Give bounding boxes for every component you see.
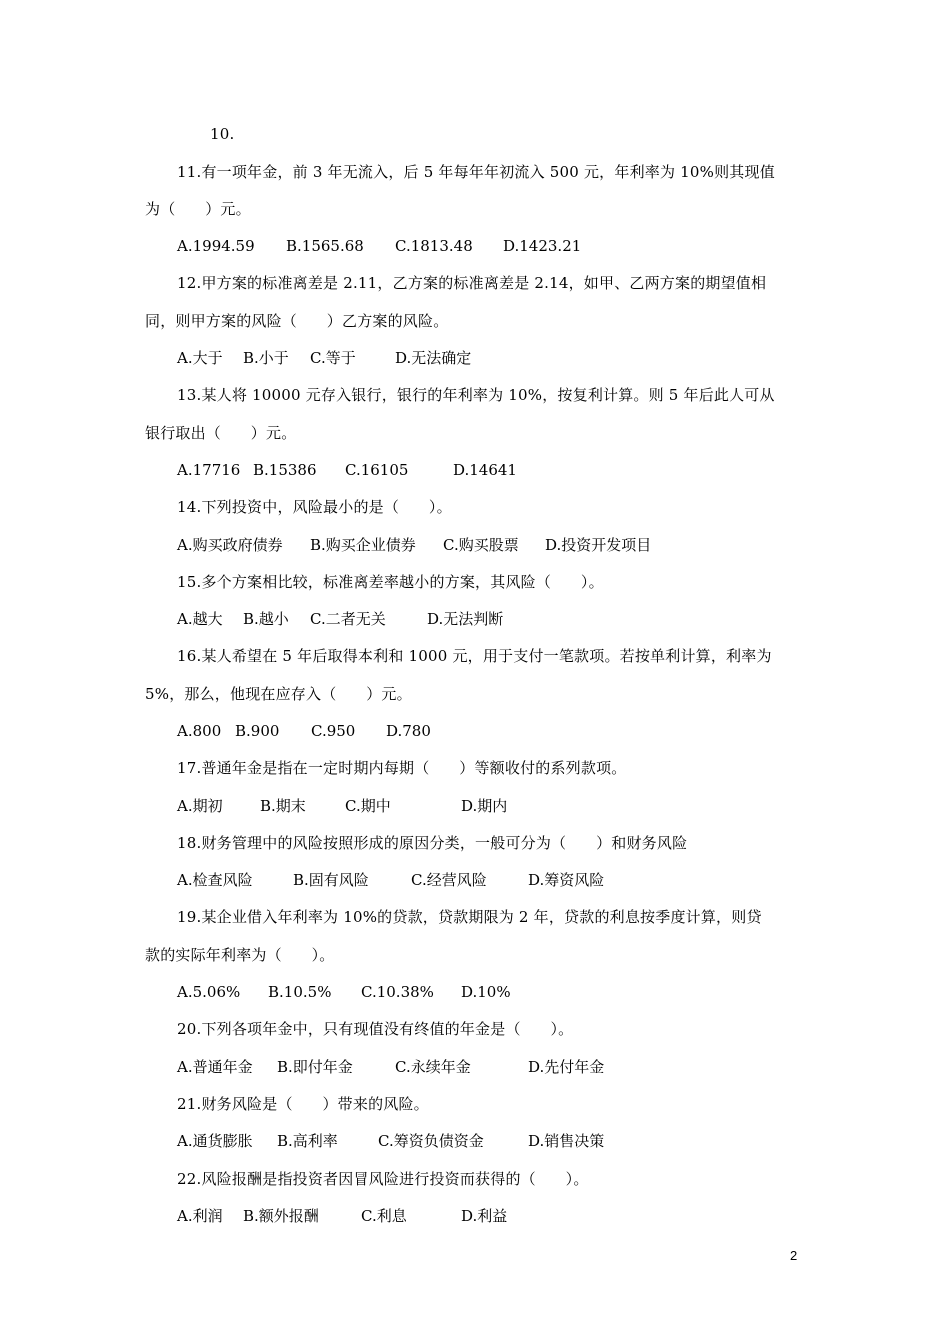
question-15-option-b: B.越小 bbox=[243, 610, 289, 628]
question-21-option-c: C.筹资负债资金 bbox=[378, 1132, 484, 1150]
question-19-option-c: C.10.38% bbox=[361, 983, 434, 1001]
question-20-text: 20.下列各项年金中，只有现值没有终值的年金是（ ）。 bbox=[177, 1020, 574, 1038]
question-18-option-d: D.筹资风险 bbox=[528, 871, 605, 889]
question-15-option-a: A.越大 bbox=[177, 610, 223, 628]
question-17-option-c: C.期中 bbox=[345, 797, 391, 815]
question-14-text: 14.下列投资中，风险最小的是（ ）。 bbox=[177, 498, 452, 516]
question-19-option-d: D.10% bbox=[461, 983, 511, 1001]
page-number: 2 bbox=[790, 1248, 798, 1263]
question-11-option-a: A.1994.59 bbox=[177, 237, 255, 255]
question-18-option-c: C.经营风险 bbox=[411, 871, 487, 889]
question-11-text: 11.有一项年金，前 3 年无流入，后 5 年每年年初流入 500 元，年利率为 10%则其现值 bbox=[177, 163, 775, 181]
question-17-text: 17.普通年金是指在一定时期内每期（ ）等额收付的系列款项。 bbox=[177, 759, 627, 777]
question-11-option-b: B.1565.68 bbox=[286, 237, 364, 255]
question-11-option-c: C.1813.48 bbox=[395, 237, 473, 255]
question-19-option-b: B.10.5% bbox=[268, 983, 332, 1001]
question-21-text: 21.财务风险是（ ）带来的风险。 bbox=[177, 1095, 429, 1113]
question-11-option-d: D.1423.21 bbox=[503, 237, 582, 255]
question-22-option-c: C.利息 bbox=[361, 1207, 407, 1225]
question-22-option-d: D.利益 bbox=[461, 1207, 508, 1225]
question-12-option-d: D.无法确定 bbox=[395, 349, 472, 367]
question-17-option-a: A.期初 bbox=[177, 797, 223, 815]
question-13-option-b: B.15386 bbox=[253, 461, 317, 479]
question-21-option-a: A.通货膨胀 bbox=[177, 1132, 253, 1150]
question-22-option-a: A.利润 bbox=[177, 1207, 223, 1225]
question-21-option-b: B.高利率 bbox=[277, 1132, 338, 1150]
question-16-option-b: B.900 bbox=[235, 722, 280, 740]
question-18-option-b: B.固有风险 bbox=[293, 871, 369, 889]
question-16-option-a: A.800 bbox=[177, 722, 222, 740]
question-14-option-a: A.购买政府债券 bbox=[177, 536, 283, 554]
question-13-text-cont: 银行取出（ ）元。 bbox=[145, 424, 297, 442]
question-10-number: 10. bbox=[210, 125, 235, 143]
question-20-option-b: B.即付年金 bbox=[277, 1058, 353, 1076]
question-13-text: 13.某人将 10000 元存入银行，银行的年利率为 10%，按复利计算。则 5 年后此人可从 bbox=[177, 386, 775, 404]
question-12-option-a: A.大于 bbox=[177, 349, 223, 367]
question-14-option-c: C.购买股票 bbox=[443, 536, 519, 554]
question-22-text: 22.风险报酬是指投资者因冒风险进行投资而获得的（ ）。 bbox=[177, 1170, 589, 1188]
question-12-option-b: B.小于 bbox=[243, 349, 289, 367]
question-19-text: 19.某企业借入年利率为 10%的贷款，贷款期限为 2 年，贷款的利息按季度计算，则贷 bbox=[177, 908, 762, 926]
question-17-option-b: B.期末 bbox=[260, 797, 306, 815]
question-13-option-d: D.14641 bbox=[453, 461, 517, 479]
question-12-text-cont: 同，则甲方案的风险（ ）乙方案的风险。 bbox=[145, 312, 449, 330]
question-20-option-a: A.普通年金 bbox=[177, 1058, 253, 1076]
question-14-option-d: D.投资开发项目 bbox=[545, 536, 652, 554]
question-18-option-a: A.检查风险 bbox=[177, 871, 253, 889]
question-21-option-d: D.销售决策 bbox=[528, 1132, 605, 1150]
question-15-option-c: C.二者无关 bbox=[310, 610, 386, 628]
question-16-option-c: C.950 bbox=[311, 722, 356, 740]
question-19-text-cont: 款的实际年利率为（ ）。 bbox=[145, 946, 335, 964]
question-16-text-cont: 5%，那么，他现在应存入（ ）元。 bbox=[145, 685, 412, 703]
question-16-text: 16.某人希望在 5 年后取得本利和 1000 元，用于支付一笔款项。若按单利计算，利率为 bbox=[177, 647, 772, 665]
question-19-option-a: A.5.06% bbox=[177, 983, 241, 1001]
question-16-option-d: D.780 bbox=[386, 722, 431, 740]
question-20-option-c: C.永续年金 bbox=[395, 1058, 471, 1076]
question-17-option-d: D.期内 bbox=[461, 797, 508, 815]
question-11-text-cont: 为（ ）元。 bbox=[145, 200, 251, 218]
question-15-text: 15.多个方案相比较，标准离差率越小的方案，其风险（ ）。 bbox=[177, 573, 604, 591]
question-13-option-a: A.17716 bbox=[177, 461, 241, 479]
question-13-option-c: C.16105 bbox=[345, 461, 409, 479]
question-12-option-c: C.等于 bbox=[310, 349, 356, 367]
question-20-option-d: D.先付年金 bbox=[528, 1058, 605, 1076]
question-12-text: 12.甲方案的标准离差是 2.11，乙方案的标准离差是 2.14，如甲、乙两方案的期望值相 bbox=[177, 274, 767, 292]
question-18-text: 18.财务管理中的风险按照形成的原因分类，一般可分为（ ）和财务风险 bbox=[177, 834, 688, 852]
question-15-option-d: D.无法判断 bbox=[427, 610, 504, 628]
question-14-option-b: B.购买企业债券 bbox=[310, 536, 416, 554]
question-22-option-b: B.额外报酬 bbox=[243, 1207, 319, 1225]
